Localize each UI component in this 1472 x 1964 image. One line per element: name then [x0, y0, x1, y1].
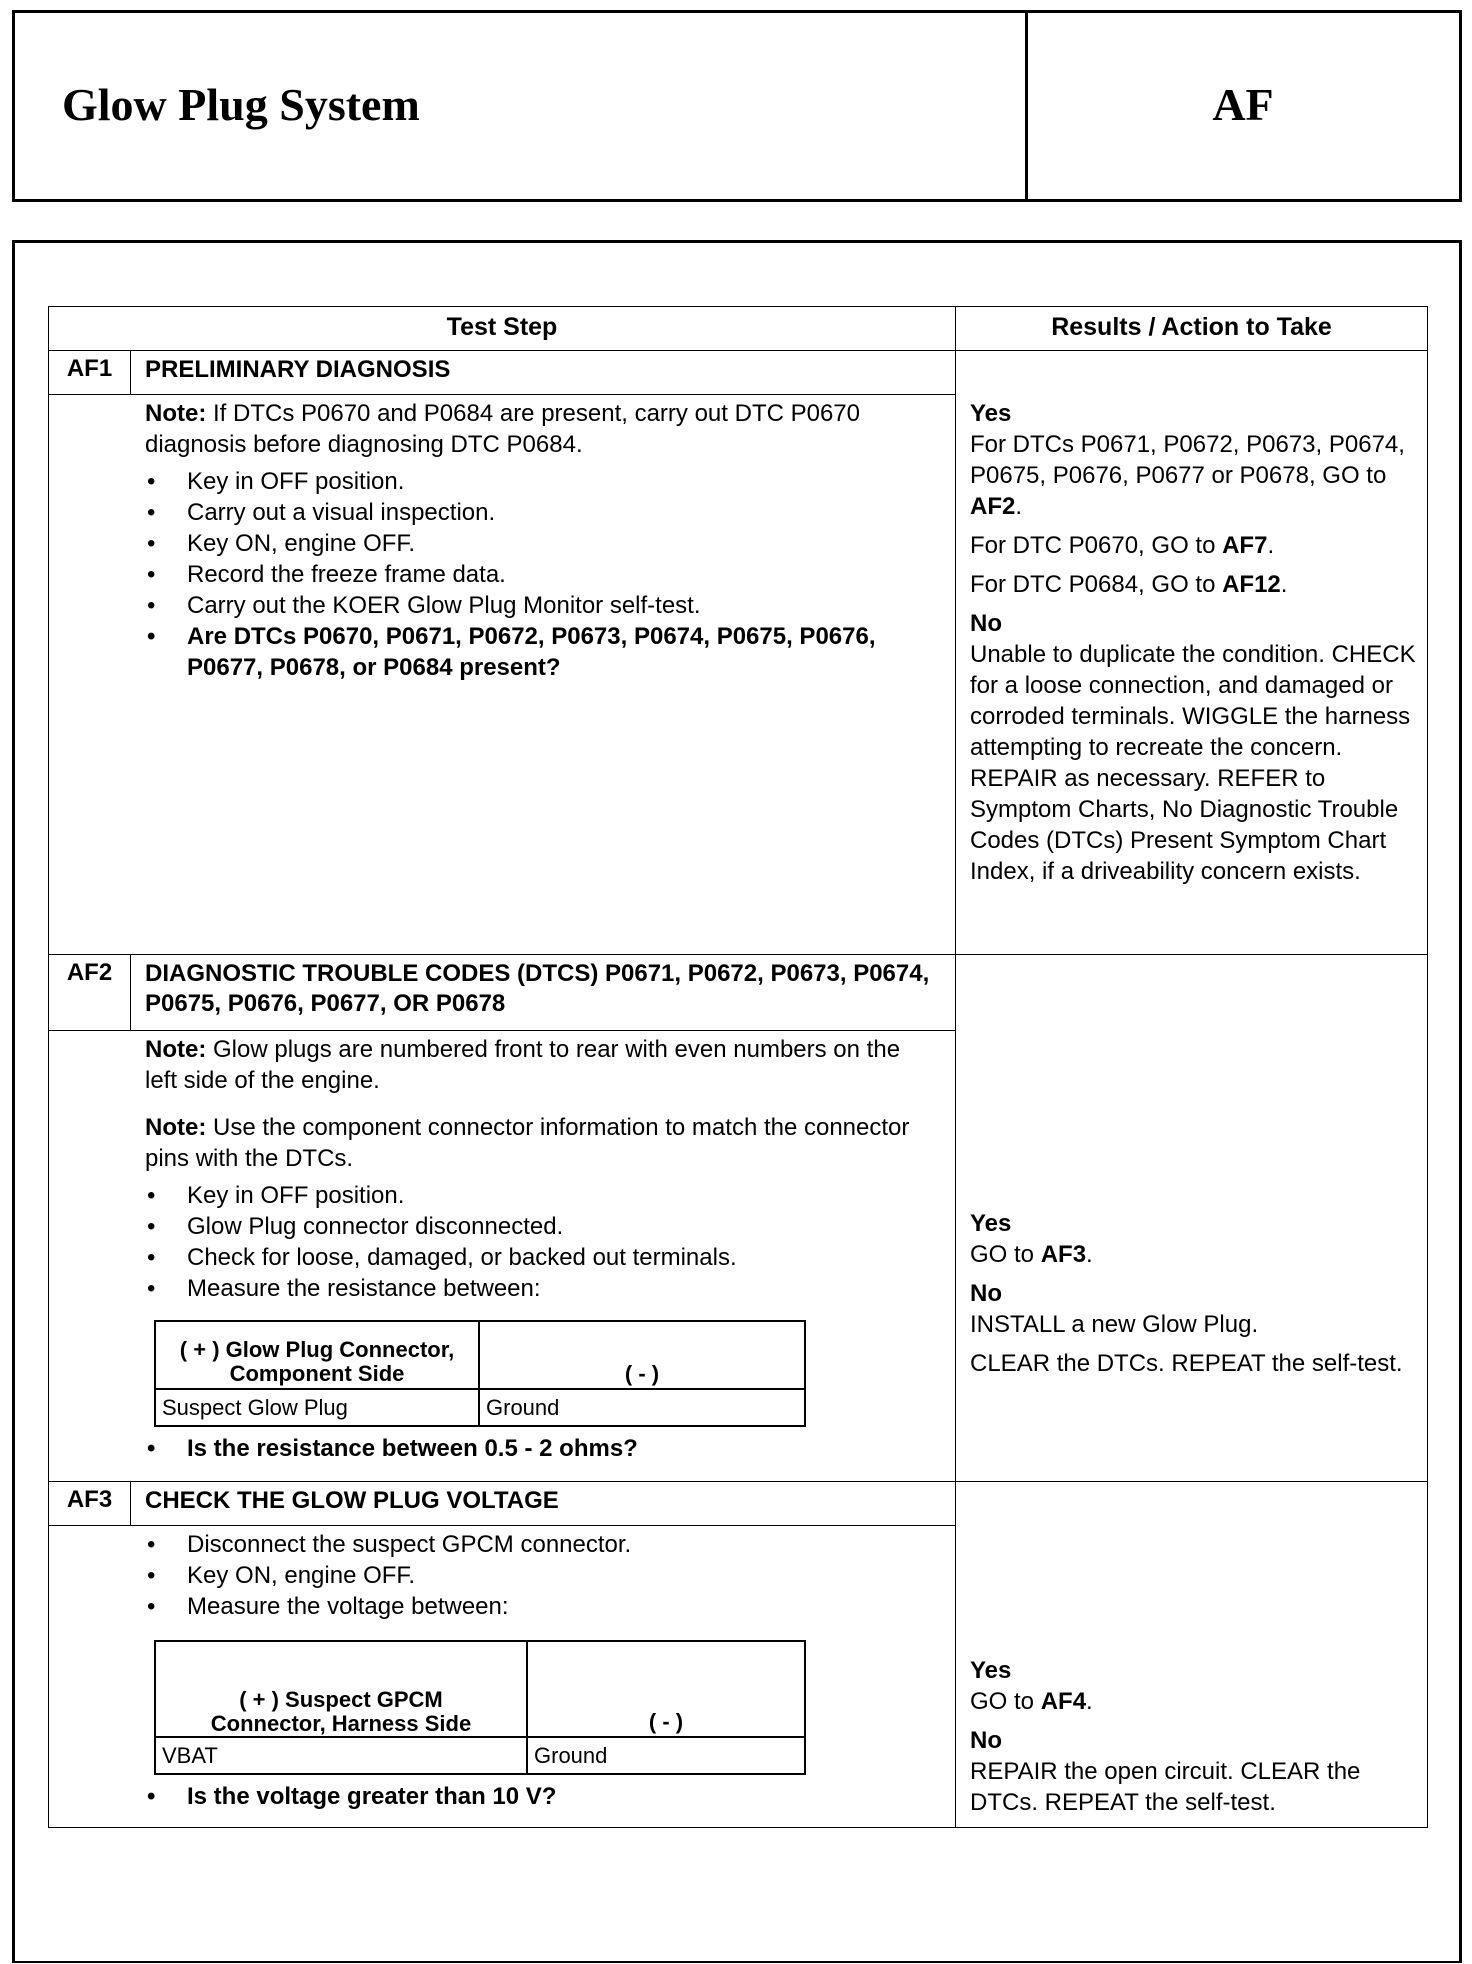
page-title: Glow Plug System [62, 79, 420, 130]
goto-link[interactable]: AF4 [1040, 1688, 1087, 1715]
bullet-item: • Key ON, engine OFF. [147, 1562, 416, 1589]
bullet-item: • Carry out a visual inspection. [147, 499, 496, 526]
no-text: Unable to duplicate the condition. CHECK for a loose connection, and damaged or corroded terminals. WIGGLE the harness attempting to recreate the concern. REPAIR as necessary. REFER to Symptom Charts, No Diagnostic Trouble Codes (DTCs) Present Symptom Chart Index, if a driveability concern exists. [970, 641, 1416, 885]
bullet-item: • Glow Plug connector disconnected. [147, 1213, 564, 1240]
step-id: AF2 [48, 954, 131, 1031]
note-text: Use the component connector information to match the connector pins with the DTCs. [145, 1114, 910, 1172]
bullet-item: • Key in OFF position. [147, 1182, 405, 1209]
question: • Are DTCs P0670, P0671, P0672, P0673, P0674, P0675, P0676, P0677, P0678, or P0684 present? [147, 623, 876, 681]
measure-header-plus: ( + ) Glow Plug Connector, Component Side [155, 1321, 479, 1389]
bullet-item: • Carry out the KOER Glow Plug Monitor self-test. [147, 592, 701, 619]
no-label: No [970, 610, 1002, 637]
no-text: REPAIR the open circuit. CLEAR the DTCs. REPEAT the self-test. [970, 1758, 1361, 1816]
bullet-item: • Measure the resistance between: [147, 1275, 541, 1302]
af2-body [145, 1034, 935, 1464]
column-header-test-step: Test Step [48, 306, 956, 351]
section-code: AF [1212, 79, 1274, 130]
yes-label: Yes [970, 1657, 1012, 1684]
measurement-table [154, 1320, 806, 1427]
note-text: If DTCs P0670 and P0684 are present, carry out DTC P0670 diagnosis before diagnosing DTC P0684. [145, 400, 861, 458]
yes-label: Yes [970, 400, 1012, 427]
goto-link[interactable]: AF2 [970, 493, 1016, 520]
bullet-item: • Check for loose, damaged, or backed out terminals. [147, 1244, 737, 1271]
measure-value-minus: Ground [527, 1737, 805, 1774]
no-label: No [970, 1727, 1002, 1754]
no-text: INSTALL a new Glow Plug. [970, 1311, 1259, 1338]
af1-results: Yes For DTCs P0671, P0672, P0673, P0674, P0675, P0676, P0677 or P0678, GO to AF2. For DTC P0670, GO to AF7. For DTC P0684, GO to AF12. No Unable to duplicate the condition. CHECK for a loose connection, and damaged or corroded terminals. WIGGLE the harness attempting to recreate the concern. REPAIR as necessary. REFER to Symptom Charts, No Diagnostic Trouble Codes (DTCs) Present Symptom Chart Index, if a driveability concern exists. [970, 398, 1420, 895]
goto-link[interactable]: AF3 [1040, 1241, 1087, 1268]
bullet-item: • Record the freeze frame data. [147, 561, 506, 588]
measurement-table [154, 1640, 806, 1775]
goto-link[interactable]: AF7 [1222, 532, 1268, 559]
measure-header-minus: ( - ) [479, 1321, 805, 1389]
column-header-results: Results / Action to Take [955, 306, 1428, 351]
note-text: Glow plugs are numbered front to rear with even numbers on the left side of the engine. [145, 1036, 901, 1094]
step-title: CHECK THE GLOW PLUG VOLTAGE [130, 1481, 956, 1526]
measure-header-minus: ( - ) [527, 1641, 805, 1737]
note-label: Note: [145, 1114, 207, 1141]
question: • Is the voltage greater than 10 V? [147, 1783, 557, 1810]
question: • Is the resistance between 0.5 - 2 ohms? [147, 1435, 638, 1462]
note-label: Note: [145, 1036, 207, 1063]
measure-value-plus: VBAT [155, 1737, 527, 1774]
note-label: Note: [145, 400, 207, 427]
af1-body [145, 398, 925, 683]
bullet-item: • Measure the voltage between: [147, 1593, 509, 1620]
bullet-item: • Disconnect the suspect GPCM connector. [147, 1531, 632, 1558]
measure-header-plus: ( + ) Suspect GPCM Connector, Harness Side [155, 1641, 527, 1737]
yes-label: Yes [970, 1210, 1012, 1237]
step-title: DIAGNOSTIC TROUBLE CODES (DTCS) P0671, P0672, P0673, P0674, P0675, P0676, P0677, OR P0678 [130, 954, 956, 1031]
no-label: No [970, 1280, 1002, 1307]
af3-body [145, 1529, 935, 1812]
measure-value-minus: Ground [479, 1389, 805, 1426]
bullet-item: • Key ON, engine OFF. [147, 530, 416, 557]
af2-results: Yes GO to AF3. No INSTALL a new Glow Plug. CLEAR the DTCs. REPEAT the self-test. [970, 1208, 1420, 1387]
step-id: AF3 [48, 1481, 131, 1526]
step-id: AF1 [48, 350, 131, 395]
bullet-item: • Key in OFF position. [147, 468, 405, 495]
no-text: CLEAR the DTCs. REPEAT the self-test. [970, 1350, 1403, 1377]
goto-link[interactable]: AF12 [1222, 571, 1281, 598]
step-title: PRELIMINARY DIAGNOSIS [130, 350, 956, 395]
af3-results: Yes GO to AF4. No REPAIR the open circuit. CLEAR the DTCs. REPEAT the self-test. [970, 1655, 1420, 1826]
measure-value-plus: Suspect Glow Plug [155, 1389, 479, 1426]
